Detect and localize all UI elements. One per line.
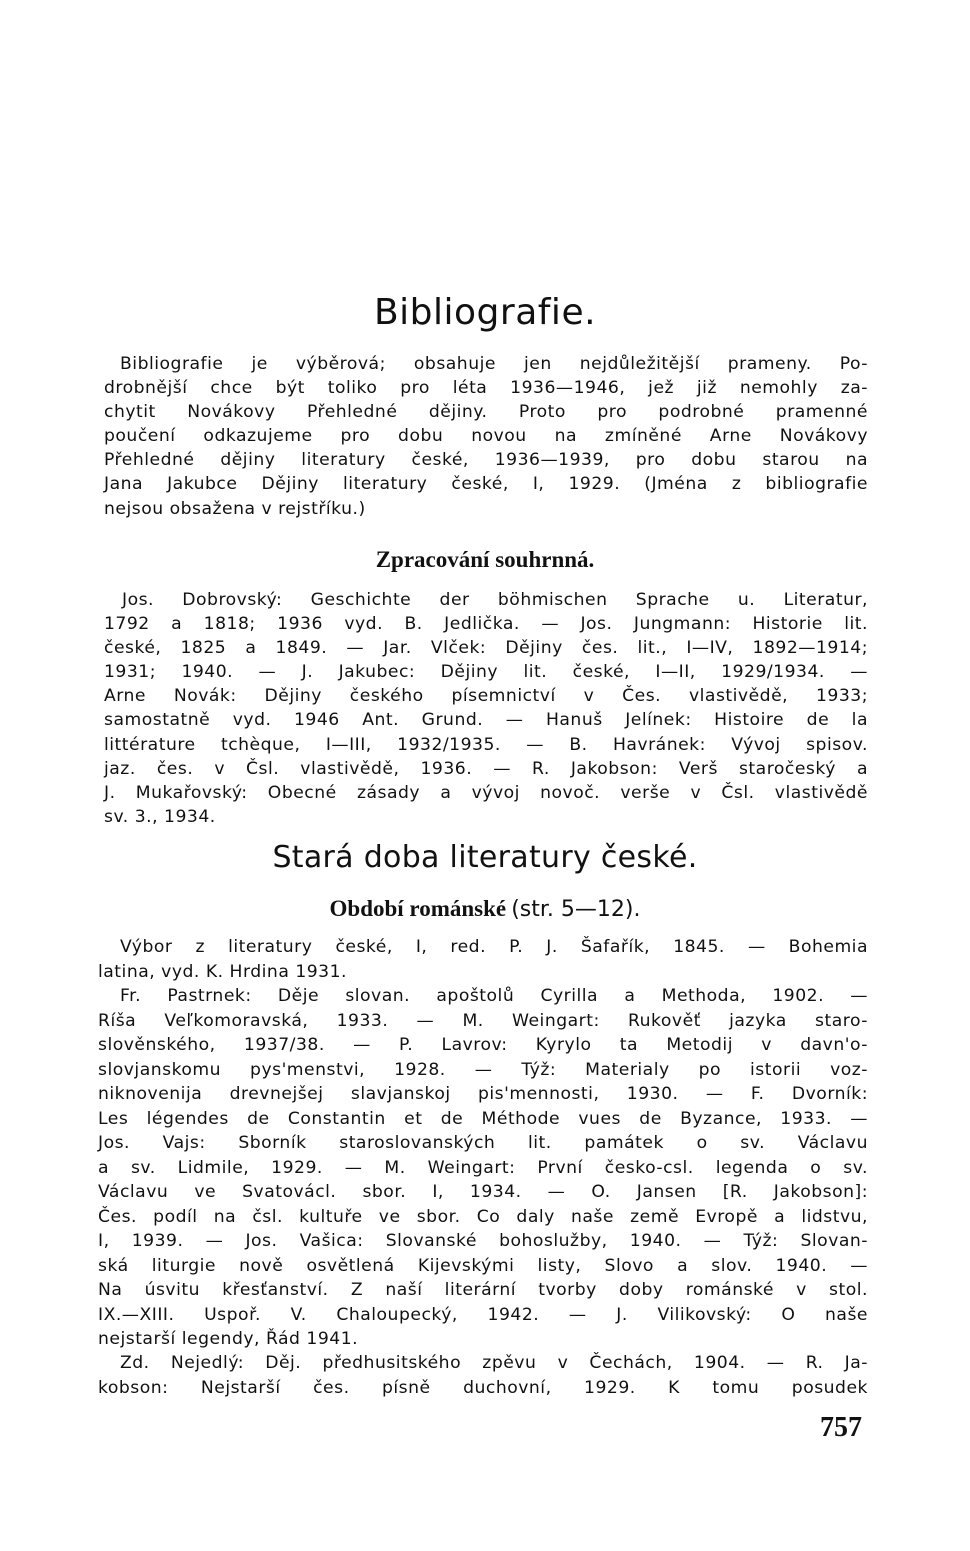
romanesque-paragraph-3: [98, 1351, 868, 1400]
summary-line: české, 1825 a 1849. — Jar. Vlček: Dějiny čes. lit., I—IV, 1892—1914;: [104, 638, 868, 659]
romanesque-line: slovjanskomu pys'menstvi, 1928. — Týž: Materialy po istorii voz-: [98, 1059, 868, 1080]
summary-line: Jos. Dobrovský: Geschichte der böhmischen Sprache u. Literatur,: [122, 590, 868, 610]
intro-line: Přehledné dějiny literatury české, 1936—1939, pro dobu starou na: [104, 450, 868, 471]
summary-line: jaz. čes. v Čsl. vlastivědě, 1936. — R. Jakobson: Verš staročeský a: [104, 758, 868, 779]
intro-line: Jana Jakubce Dějiny literatury české, I, 1929. (Jména z bibliografie: [104, 474, 868, 495]
romanesque-line: niknovenija drevnejšej slavjanskoj pis'mennosti, 1930. — F. Dvorník:: [98, 1084, 868, 1104]
summary-line: sv. 3., 1934.: [104, 806, 216, 827]
romanesque-line: kobson: Nejstarší čes. písně duchovní, 1929. K tomu posudek: [98, 1377, 868, 1398]
summary-line: littérature tchèque, I—III, 1932/1935. — B. Havránek: Vývoj spisov.: [104, 734, 868, 755]
romanesque-line: Fr. Pastrnek: Děje slovan. apoštolů Cyrilla a Methoda, 1902. —: [120, 986, 868, 1006]
romanesque-line: latina, vyd. K. Hrdina 1931.: [98, 961, 348, 982]
summary-paragraph: [104, 588, 868, 829]
intro-paragraph: [104, 352, 868, 521]
page-number: 757: [820, 1412, 862, 1443]
subsection-heading-pages: (str. 5—12).: [511, 897, 641, 922]
romanesque-paragraph-2: [98, 984, 868, 1352]
romanesque-line: a sv. Lidmile, 1929. — M. Weingart: První česko-csl. legenda o sv.: [98, 1157, 868, 1178]
romanesque-line: Václavu ve Svatovácl. sbor. I, 1934. — O. Jansen [R. Jakobson]:: [98, 1182, 868, 1202]
subsection-heading-bold: Období románské: [329, 896, 507, 921]
subsection-heading-romanesque: [0, 896, 970, 922]
romanesque-line: Na úsvitu křesťanství. Z naší literární tvorby doby románské v stol.: [98, 1280, 868, 1300]
romanesque-line: I, 1939. — Jos. Vašica: Slovanské bohoslužby, 1940. — Týž: Slovan-: [98, 1231, 868, 1251]
romanesque-line: Výbor z literatury české, I, red. P. J. Šafařík, 1845. — Bohemia: [120, 937, 868, 957]
summary-line: J. Mukařovský: Obecné zásady a vývoj novoč. verše v Čsl. vlastivědě: [104, 782, 868, 803]
page-title: Bibliografie.: [373, 292, 597, 333]
summary-line: 1931; 1940. — J. Jakubec: Dějiny lit. české, I—II, 1929/1934. —: [104, 662, 868, 683]
summary-line: 1792 a 1818; 1936 vyd. B. Jedlička. — Jos. Jungmann: Historie lit.: [104, 614, 868, 635]
romanesque-line: Jos. Vajs: Sborník staroslovanských lit. památek o sv. Václavu: [98, 1133, 868, 1153]
intro-line: poučení odkazujeme pro dobu novou na zmíněné Arne Novákovy: [104, 426, 868, 447]
intro-line: Bibliografie je výběrová; obsahuje jen nejdůležitější prameny. Po-: [120, 354, 868, 374]
summary-line: samostatně vyd. 1946 Ant. Grund. — Hanuš Jelínek: Histoire de la: [104, 710, 868, 731]
romanesque-paragraph-1: [98, 935, 868, 984]
romanesque-line: Zd. Nejedlý: Děj. předhusitského zpěvu v Čechách, 1904. — R. Ja-: [120, 1353, 868, 1373]
intro-line: drobnější chce být toliko pro léta 1936—1946, jež již nemohly za-: [104, 378, 868, 399]
romanesque-line: ská liturgie nově osvětlená Kijevskými listy, Slovo a slov. 1940. —: [98, 1255, 868, 1276]
romanesque-line: Les légendes de Constantin et de Méthode vues de Byzance, 1933. —: [98, 1108, 868, 1129]
section-heading-old-era: Stará doba literatury české.: [272, 840, 698, 875]
romanesque-line: IX.—XIII. Uspoř. V. Chaloupecký, 1942. — J. Vilikovský: O naše: [98, 1304, 868, 1325]
summary-line: Arne Novák: Dějiny českého písemnictví v Čes. vlastivědě, 1933;: [104, 686, 868, 707]
romanesque-line: slověnského, 1937/38. — P. Lavrov: Kyrylo ta Metodij v davn'o-: [98, 1035, 868, 1055]
romanesque-line: nejstarší legendy, Řád 1941.: [98, 1329, 359, 1349]
intro-line: nejsou obsažena v rejstříku.): [104, 498, 366, 519]
romanesque-line: Čes. podíl na čsl. kultuře ve sbor. Co daly naše země Evropě a lidstvu,: [98, 1206, 868, 1227]
romanesque-line: Ríša Veľkomoravská, 1933. — M. Weingart: Rukověť jazyka staro-: [98, 1010, 868, 1031]
intro-line: chytit Novákovy Přehledné dějiny. Proto pro podrobné pramenné: [104, 402, 868, 423]
section-heading-summary: Zpracování souhrnná.: [375, 547, 595, 572]
